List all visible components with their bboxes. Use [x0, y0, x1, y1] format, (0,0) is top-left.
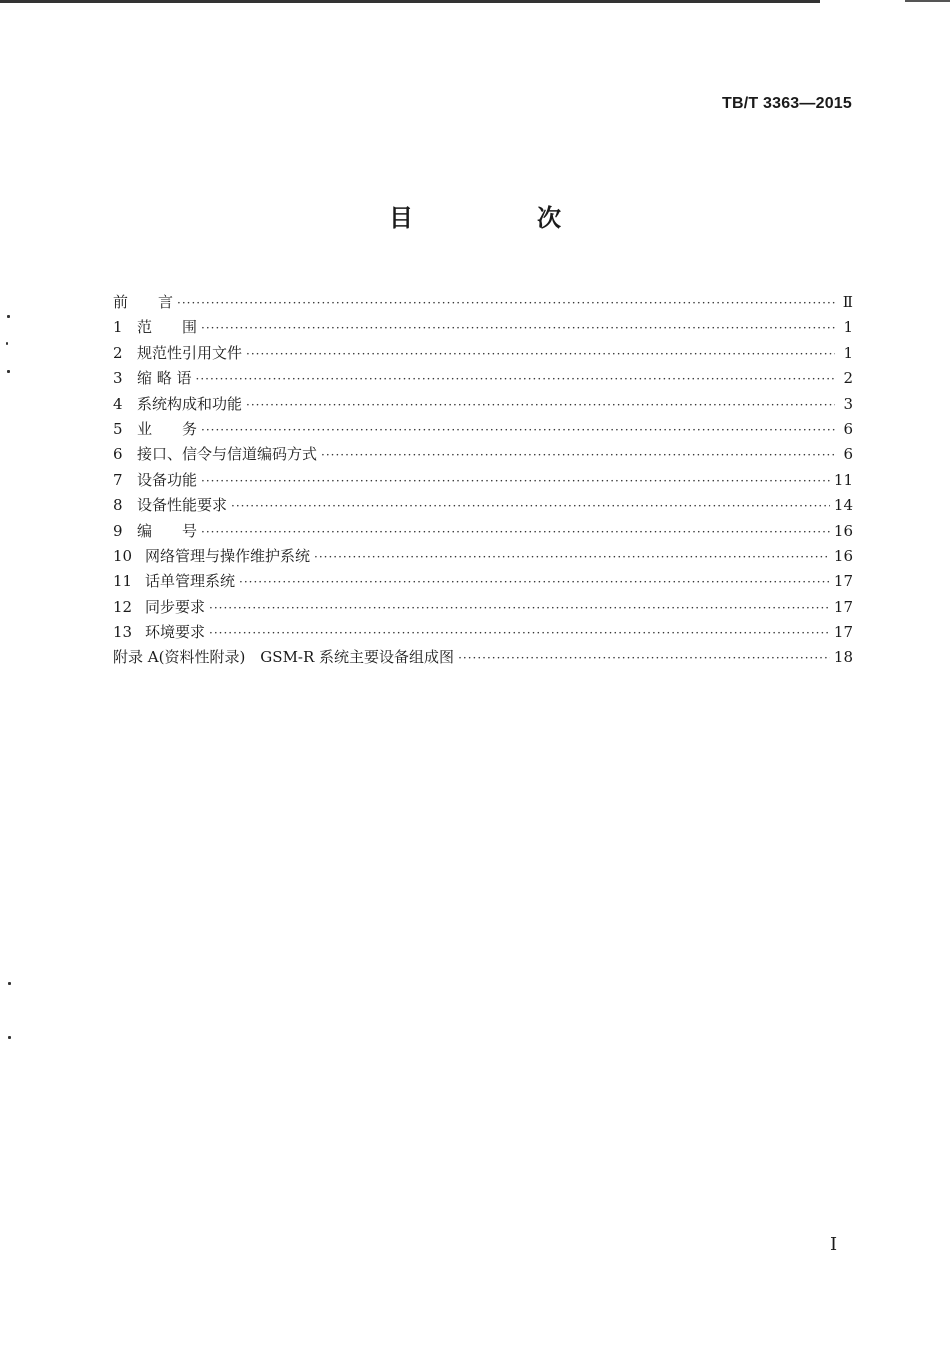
toc-label: 编 号	[137, 521, 198, 540]
dot-leader	[201, 418, 835, 443]
dot-leader	[321, 443, 835, 468]
toc-label: 系统构成和功能	[137, 394, 243, 413]
toc-page: 3	[843, 394, 853, 413]
toc-number: 1	[113, 318, 123, 337]
scan-top-edge-right	[905, 0, 950, 2]
dot-leader	[201, 469, 830, 494]
toc-number: 12	[113, 597, 133, 616]
toc-number: 8	[113, 496, 123, 515]
toc-page: 1	[843, 318, 853, 337]
toc-entry-12[interactable]	[113, 595, 853, 620]
scan-speck	[8, 982, 11, 985]
toc-page: Ⅱ	[842, 293, 853, 311]
toc-label: 附录 A(资料性附录) GSM-R 系统主要设备组成图	[113, 648, 455, 667]
scan-speck	[7, 315, 10, 318]
toc-entry-2[interactable]	[113, 341, 853, 366]
toc-label: 业 务	[137, 419, 198, 438]
toc-number: 3	[113, 369, 123, 388]
dot-leader	[209, 621, 830, 646]
toc-label: 网络管理与操作维护系统	[145, 546, 311, 565]
toc-number: 10	[113, 546, 133, 565]
toc-entry-11[interactable]	[113, 569, 853, 594]
toc-page: 11	[833, 470, 853, 489]
toc-label: 环境要求	[145, 623, 206, 642]
dot-leader	[231, 494, 830, 519]
toc-number: 4	[113, 394, 123, 413]
toc-page: 14	[833, 496, 853, 515]
toc-label: 接口、信令与信道编码方式	[137, 445, 318, 464]
toc-label: 设备性能要求	[137, 496, 228, 515]
dot-leader	[314, 545, 830, 570]
toc-number: 6	[113, 445, 123, 464]
toc-page: 17	[833, 572, 853, 591]
toc-label: 前 言	[113, 293, 174, 311]
toc-entry-7[interactable]	[113, 468, 853, 493]
dot-leader	[246, 393, 835, 418]
toc-label: 话单管理系统	[145, 572, 236, 591]
dot-leader	[209, 596, 830, 621]
toc-page: 17	[833, 623, 853, 642]
toc-number: 11	[113, 572, 133, 591]
dot-leader	[201, 316, 835, 341]
toc-entry-6[interactable]	[113, 442, 853, 467]
toc-page: 6	[843, 419, 853, 438]
toc-page: 16	[833, 521, 853, 540]
toc-label: 缩 略 语	[137, 369, 192, 388]
scan-speck	[7, 370, 10, 373]
scan-speck	[6, 342, 8, 345]
toc-page: 17	[833, 597, 853, 616]
dot-leader	[177, 291, 835, 316]
toc-entry-preface[interactable]	[113, 290, 853, 315]
toc-label: 同步要求	[145, 597, 206, 616]
toc-entry-5[interactable]	[113, 417, 853, 442]
toc-entry-annex-a[interactable]	[113, 645, 853, 670]
toc-entry-9[interactable]	[113, 519, 853, 544]
toc-page: 2	[843, 369, 853, 388]
toc-entry-3[interactable]	[113, 366, 853, 391]
toc-entry-1[interactable]	[113, 315, 853, 340]
toc-page: 16	[833, 546, 853, 565]
toc-entry-4[interactable]	[113, 392, 853, 417]
toc-entry-13[interactable]	[113, 620, 853, 645]
toc-page: 18	[833, 648, 853, 667]
toc-label: 设备功能	[137, 470, 198, 489]
standard-number: TB/T 3363—2015	[722, 95, 852, 112]
toc-label: 范 围	[137, 318, 198, 337]
scan-speck	[8, 1036, 11, 1039]
dot-leader	[196, 367, 835, 392]
toc-number: 2	[113, 343, 123, 362]
toc-number: 5	[113, 419, 123, 438]
page-number: I	[830, 1234, 838, 1255]
toc-page: 6	[843, 445, 853, 464]
table-of-contents	[113, 290, 853, 671]
dot-leader	[201, 520, 830, 545]
toc-number: 7	[113, 470, 123, 489]
dot-leader	[246, 342, 835, 367]
dot-leader	[239, 570, 830, 595]
toc-label: 规范性引用文件	[137, 343, 243, 362]
scan-top-edge	[0, 0, 820, 3]
page-title: 目 次	[389, 204, 611, 232]
toc-entry-10[interactable]	[113, 544, 853, 569]
toc-number: 9	[113, 521, 123, 540]
toc-number: 13	[113, 623, 133, 642]
dot-leader	[458, 646, 830, 671]
toc-entry-8[interactable]	[113, 493, 853, 518]
toc-page: 1	[843, 343, 853, 362]
